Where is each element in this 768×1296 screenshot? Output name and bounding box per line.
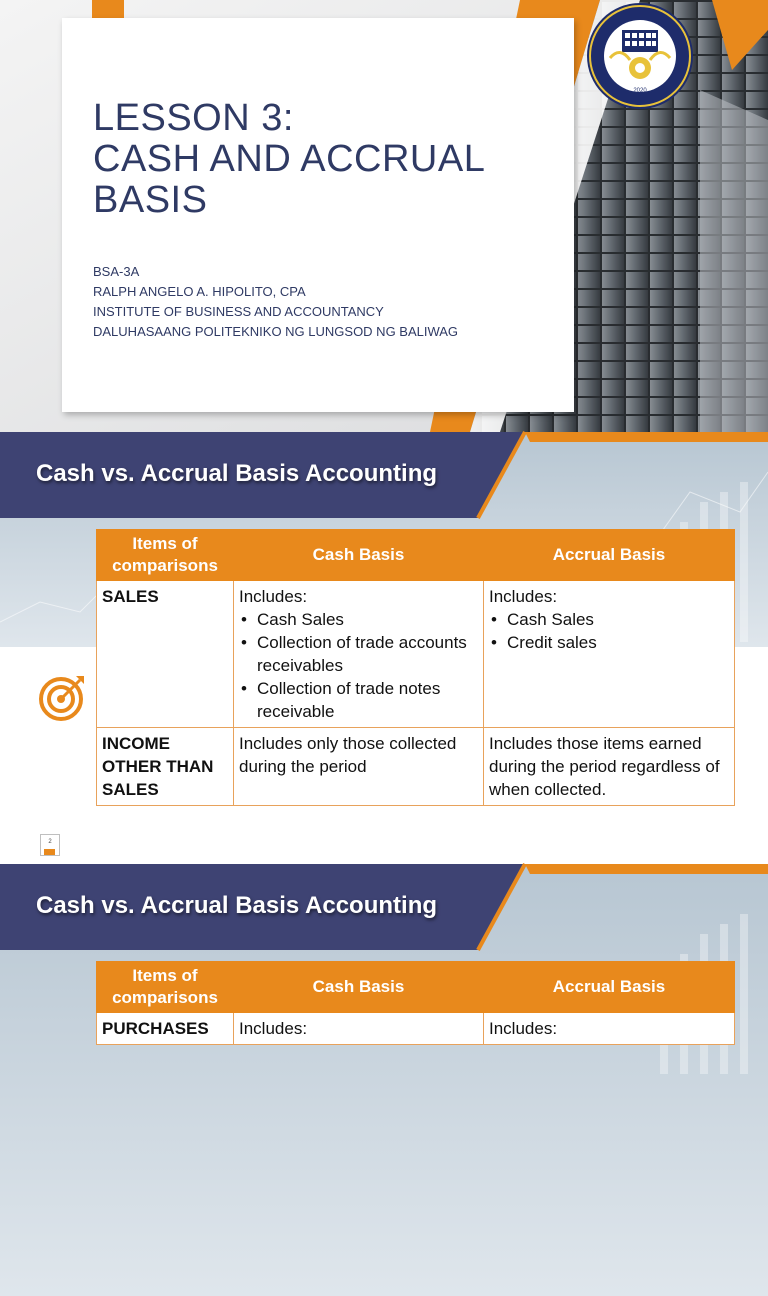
table-header-row bbox=[97, 962, 735, 1013]
header-cash-basis: Cash Basis bbox=[234, 962, 484, 1013]
target-icon bbox=[38, 672, 88, 722]
slide-title: Cash vs. Accrual Basis Accounting bbox=[36, 460, 438, 487]
comparison-table bbox=[96, 961, 735, 1045]
header-items: Items of comparisons bbox=[97, 530, 234, 581]
table-row bbox=[97, 1013, 735, 1045]
list-item: • Collection of trade accounts receivables bbox=[257, 631, 478, 677]
svg-text:2020: 2020 bbox=[633, 88, 647, 94]
college-seal-logo bbox=[586, 2, 694, 110]
institute-name: INSTITUTE OF BUSINESS AND ACCOUNTANCY bbox=[93, 304, 384, 319]
table-row bbox=[97, 728, 735, 806]
cash-cell: Includes: bbox=[234, 1013, 484, 1045]
list-item: • Credit sales bbox=[507, 631, 729, 654]
accent-tab bbox=[92, 0, 124, 18]
lesson-title bbox=[93, 98, 485, 221]
table-header-row bbox=[97, 530, 735, 581]
title-slide bbox=[0, 0, 768, 432]
list-item: • Cash Sales bbox=[507, 608, 729, 631]
accrual-list bbox=[489, 608, 729, 654]
section-label: BSA-3A bbox=[93, 264, 140, 279]
cell-intro: Includes: bbox=[239, 587, 308, 606]
college-name: DALUHASAANG POLITEKNIKO NG LUNGSOD NG BALIWAG bbox=[93, 324, 459, 339]
cash-list bbox=[239, 608, 478, 723]
table-row bbox=[97, 581, 735, 728]
presenter-info bbox=[93, 262, 458, 342]
title-line-3: BASIS bbox=[93, 179, 208, 221]
comparison-slide-1 bbox=[0, 432, 768, 864]
header-accrual-basis: Accrual Basis bbox=[484, 962, 735, 1013]
comparison-table bbox=[96, 529, 735, 806]
row-item: INCOME OTHER THAN SALES bbox=[97, 728, 234, 806]
header-accrual-basis: Accrual Basis bbox=[484, 530, 735, 581]
row-item: SALES bbox=[97, 581, 234, 728]
list-item: • Cash Sales bbox=[257, 608, 478, 631]
comparison-slide-2 bbox=[0, 864, 768, 1038]
page-number-accent bbox=[44, 849, 55, 855]
accrual-cell: Includes those items earned during the period regardless of when collected. bbox=[484, 728, 735, 806]
header-cash-basis: Cash Basis bbox=[234, 530, 484, 581]
header-items: Items of comparisons bbox=[97, 962, 234, 1013]
list-item: • Collection of trade notes receivable bbox=[257, 677, 478, 723]
row-item: PURCHASES bbox=[97, 1013, 234, 1045]
cell-intro: Includes: bbox=[489, 587, 558, 606]
slide-background bbox=[0, 864, 768, 1296]
title-line-1: LESSON 3: bbox=[93, 97, 294, 139]
presenter-name: RALPH ANGELO A. HIPOLITO, CPA bbox=[93, 284, 306, 299]
page-number: 2 bbox=[40, 834, 60, 856]
slide-title: Cash vs. Accrual Basis Accounting bbox=[36, 892, 438, 919]
cash-cell: Includes only those collected during the period bbox=[234, 728, 484, 806]
cash-cell bbox=[234, 581, 484, 728]
title-line-2: CASH AND ACCRUAL bbox=[93, 138, 486, 180]
accrual-cell bbox=[484, 581, 735, 728]
accrual-cell: Includes: bbox=[484, 1013, 735, 1045]
